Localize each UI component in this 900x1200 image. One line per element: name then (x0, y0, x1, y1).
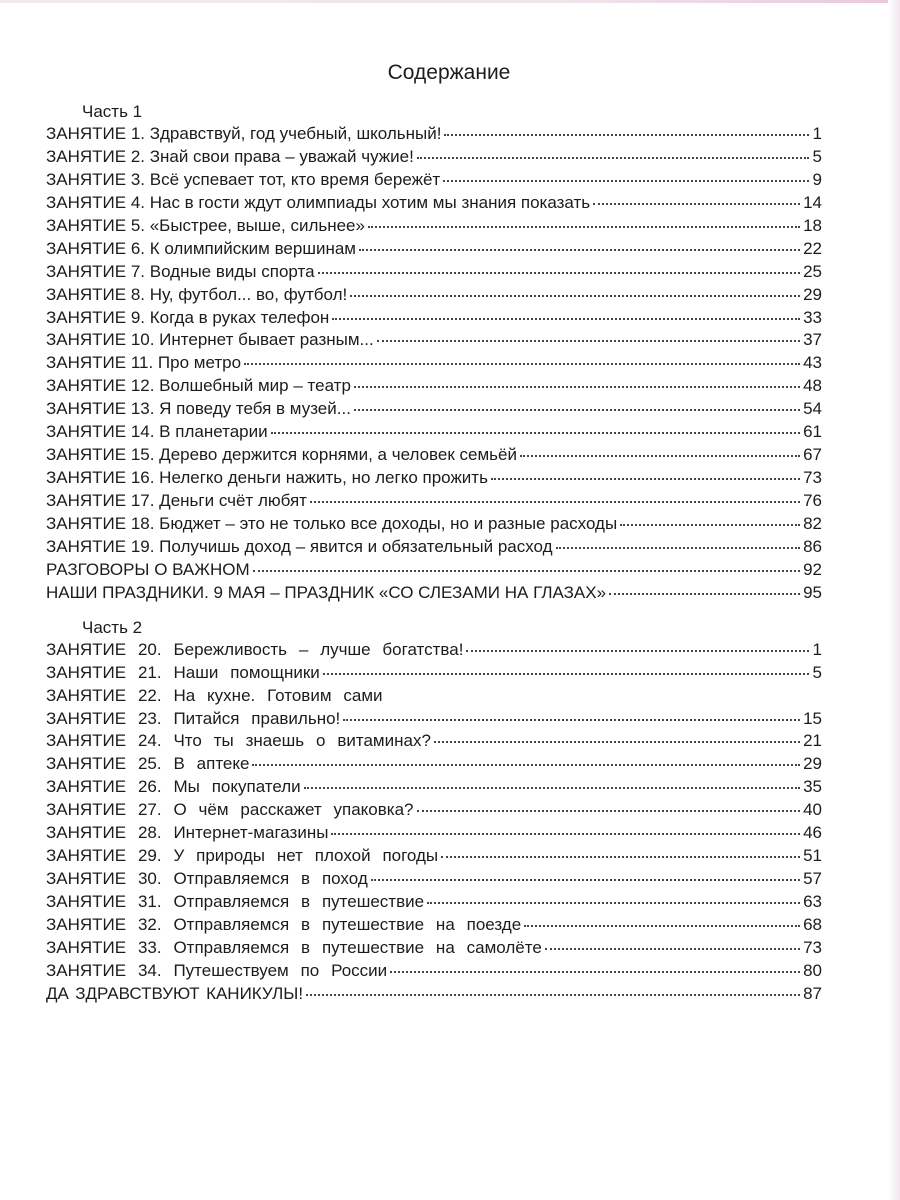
toc-entry[interactable] (46, 868, 822, 891)
toc-entry-page-number: 76 (803, 491, 822, 510)
toc-entry-page-number: 63 (803, 892, 822, 911)
toc-entry-page-number: 33 (803, 307, 822, 327)
dot-leader (427, 902, 800, 904)
toc-entry-title: ЗАНЯТИЕ 10. Интернет бывает разным... (46, 330, 374, 350)
toc-entry-title: ЗАНЯТИЕ 11. Про метро (46, 353, 242, 373)
toc-entry-page-number: 80 (803, 960, 822, 980)
toc-entry[interactable] (46, 444, 822, 467)
dot-leader (556, 547, 801, 549)
toc-entry[interactable] (46, 284, 822, 307)
toc-entry-page-number: 1 (812, 124, 822, 143)
part-2-heading: Часть 2 (82, 617, 143, 637)
toc-entry-title: ЗАНЯТИЕ 9. Когда в руках телефон (46, 307, 330, 327)
toc-entry[interactable] (46, 238, 822, 261)
toc-entry-page-number: 68 (803, 914, 822, 934)
toc-entry[interactable] (46, 261, 822, 284)
toc-entry-title: ЗАНЯТИЕ 17. Деньги счёт любят (46, 491, 307, 510)
toc-entry[interactable] (46, 639, 822, 662)
toc-entry-page-number: 1 (812, 639, 822, 659)
dot-leader (443, 180, 809, 182)
toc-entry-title: ЗАНЯТИЕ 33. Отправляемся в путешествие на самолёте (46, 937, 542, 957)
toc-entry-title: ЗАНЯТИЕ 25. В аптеке (46, 754, 250, 774)
toc-entry[interactable] (46, 490, 822, 513)
part-1-entry-list (46, 123, 822, 605)
toc-entry[interactable] (46, 730, 822, 753)
part-1-heading: Часть 1 (82, 102, 143, 121)
toc-entry-title: ЗАНЯТИЕ 23. Питайся правильно! (46, 708, 341, 728)
dot-leader (417, 810, 801, 812)
toc-entry[interactable] (46, 937, 822, 960)
dot-leader (609, 593, 800, 595)
toc-entry[interactable] (46, 753, 822, 776)
toc-entry-title: ЗАНЯТИЕ 19. Получишь доход – явится и обязательный расход (46, 536, 553, 556)
toc-entry[interactable] (46, 215, 822, 238)
toc-entry-page-number: 5 (812, 662, 822, 682)
toc-entry-title: ДА ЗДРАВСТВУЮТ КАНИКУЛЫ! (46, 983, 304, 1003)
toc-entry[interactable] (46, 513, 822, 536)
dot-leader (390, 971, 800, 973)
toc-entry[interactable] (46, 708, 822, 731)
toc-entry-title: ЗАНЯТИЕ 24. Что ты знаешь о витаминах? (46, 731, 431, 751)
dot-leader (310, 501, 800, 503)
dot-leader (466, 650, 809, 652)
dot-leader (620, 524, 800, 526)
toc-entry-page-number: 29 (803, 284, 822, 304)
toc-entry-page-number: 95 (803, 582, 822, 602)
toc-entry-title: ЗАНЯТИЕ 8. Ну, футбол... во, футбол! (46, 284, 348, 304)
toc-entry-title: ЗАНЯТИЕ 32. Отправляемся в путешествие на поезде (46, 914, 522, 934)
toc-entry-title: ЗАНЯТИЕ 22. На кухне. Готовим сами (46, 685, 383, 705)
toc-entry-page-number: 87 (803, 983, 822, 1003)
toc-entry[interactable] (46, 662, 822, 685)
dot-leader (377, 340, 800, 342)
dot-leader (354, 409, 800, 411)
toc-entry[interactable] (46, 891, 822, 914)
toc-entry[interactable] (46, 914, 822, 937)
toc-entry[interactable] (46, 799, 822, 822)
toc-entry[interactable] (46, 192, 822, 215)
dot-leader (343, 719, 800, 721)
toc-entry-page-number: 14 (803, 192, 822, 212)
toc-entry[interactable] (46, 582, 822, 605)
toc-entry-title: НАШИ ПРАЗДНИКИ. 9 МАЯ – ПРАЗДНИК «СО СЛЕЗАМИ НА ГЛАЗАХ» (46, 582, 607, 602)
toc-entry-page-number: 48 (803, 376, 822, 396)
dot-leader (444, 134, 809, 136)
toc-entry-title: ЗАНЯТИЕ 30. Отправляемся в поход (46, 869, 368, 889)
toc-entry[interactable] (46, 822, 822, 845)
dot-leader (434, 741, 800, 743)
dot-leader (371, 879, 800, 881)
toc-entry-title: ЗАНЯТИЕ 6. К олимпийским вершинам (46, 238, 356, 258)
toc-entry[interactable] (46, 123, 822, 146)
toc-entry-page-number: 73 (803, 468, 822, 488)
toc-entry[interactable] (46, 329, 822, 352)
toc-entry-page-number: 37 (803, 330, 822, 350)
toc-entry-page-number: 21 (803, 731, 822, 751)
dot-leader (520, 455, 800, 457)
toc-entry[interactable] (46, 375, 822, 398)
dot-leader (354, 386, 800, 388)
dot-leader (524, 925, 800, 927)
dot-leader (417, 157, 809, 159)
toc-entry-page-number: 43 (803, 353, 822, 373)
toc-entry-page-number: 35 (803, 777, 822, 797)
toc-entry-title: ЗАНЯТИЕ 27. О чём расскажет упаковка? (46, 800, 414, 820)
toc-entry[interactable] (46, 307, 822, 330)
toc-entry-title: ЗАНЯТИЕ 1. Здравствуй, год учебный, школьный! (46, 124, 442, 143)
toc-entry-page-number: 73 (803, 937, 822, 957)
page-top-edge (0, 0, 900, 3)
toc-entry[interactable] (46, 467, 822, 490)
toc-entry[interactable] (46, 146, 822, 169)
toc-entry-title: ЗАНЯТИЕ 4. Нас в гости ждут олимпиады хотим мы знания показать (46, 192, 591, 212)
toc-entry-page-number: 51 (803, 846, 822, 866)
toc-entry[interactable] (46, 169, 822, 192)
toc-entry-title: ЗАНЯТИЕ 18. Бюджет – это не только все доходы, но и разные расходы (46, 513, 618, 533)
toc-entry-title: ЗАНЯТИЕ 15. Дерево держится корнями, а человек семьёй (46, 445, 517, 465)
toc-entry-title: ЗАНЯТИЕ 28. Интернет-магазины (46, 823, 329, 843)
toc-entry-title: ЗАНЯТИЕ 21. Наши помощники (46, 662, 320, 682)
toc-entry-page-number: 15 (803, 708, 822, 728)
toc-entry-page-number: 54 (803, 399, 822, 419)
toc-entry[interactable] (46, 776, 822, 799)
toc-entry[interactable] (46, 421, 822, 444)
dot-leader (323, 673, 809, 675)
toc-entry-page-number: 29 (803, 754, 822, 774)
toc-entry[interactable] (46, 559, 822, 582)
dot-leader (350, 295, 800, 297)
toc-entry-page-number: 22 (803, 238, 822, 258)
toc-entry-page-number: 57 (803, 869, 822, 889)
toc-entry-page-number: 40 (803, 800, 822, 820)
dot-leader (306, 994, 800, 996)
toc-entry-title: РАЗГОВОРЫ О ВАЖНОМ (46, 559, 250, 579)
toc-entry-title: ЗАНЯТИЕ 29. У природы нет плохой погоды (46, 846, 439, 866)
page-right-edge (888, 0, 900, 1200)
toc-entry-title: ЗАНЯТИЕ 5. «Быстрее, выше, сильнее» (46, 215, 365, 235)
toc-entry-title: ЗАНЯТИЕ 13. Я поведу тебя в музей... (46, 399, 351, 419)
toc-entry[interactable] (46, 685, 822, 708)
part-2-entry-list (46, 639, 822, 1006)
toc-entry-page-number: 86 (803, 536, 822, 556)
toc-entry-title: ЗАНЯТИЕ 3. Всё успевает тот, кто время бережёт (46, 169, 441, 189)
toc-entry-title: ЗАНЯТИЕ 14. В планетарии (46, 422, 268, 442)
toc-entry-page-number: 92 (803, 559, 822, 579)
page-title: Содержание (387, 61, 511, 84)
dot-leader (332, 318, 800, 320)
toc-entry-title: ЗАНЯТИЕ 20. Бережливость – лучше богатства! (46, 639, 464, 659)
toc-entry-title: ЗАНЯТИЕ 31. Отправляемся в путешествие (46, 892, 425, 911)
toc-entry-title: ЗАНЯТИЕ 34. Путешествуем по России (46, 960, 388, 980)
dot-leader (253, 570, 800, 572)
dot-leader (244, 363, 800, 365)
dot-leader (318, 272, 801, 274)
toc-entry[interactable] (46, 845, 822, 868)
toc-entry-title: ЗАНЯТИЕ 12. Волшебный мир – театр (46, 376, 351, 396)
toc-entry[interactable] (46, 536, 822, 559)
toc-entry[interactable] (46, 960, 822, 983)
toc-entry-title: ЗАНЯТИЕ 7. Водные виды спорта (46, 261, 315, 281)
dot-leader (252, 764, 800, 766)
toc-entry[interactable] (46, 352, 822, 375)
toc-entry-page-number: 25 (803, 261, 822, 281)
dot-leader (304, 787, 800, 789)
toc-entry[interactable] (46, 983, 822, 1006)
toc-entry-page-number: 61 (803, 422, 822, 442)
toc-entry-page-number: 46 (803, 823, 822, 843)
table-of-contents (46, 58, 822, 1006)
toc-entry-title: ЗАНЯТИЕ 2. Знай свои права – уважай чужие! (46, 146, 414, 166)
dot-leader (271, 432, 800, 434)
dot-leader (368, 226, 800, 228)
dot-leader (593, 203, 800, 205)
toc-entry-page-number: 18 (803, 215, 822, 235)
toc-entry[interactable] (46, 398, 822, 421)
dot-leader (331, 833, 800, 835)
dot-leader (441, 856, 800, 858)
dot-leader (491, 478, 800, 480)
dot-leader (359, 249, 800, 251)
toc-entry-page-number: 67 (803, 445, 822, 465)
toc-entry-page-number: 5 (812, 146, 822, 166)
toc-entry-page-number: 82 (803, 513, 822, 533)
toc-entry-title: ЗАНЯТИЕ 16. Нелегко деньги нажить, но легко прожить (46, 468, 488, 488)
toc-entry-title: ЗАНЯТИЕ 26. Мы покупатели (46, 777, 301, 797)
toc-entry-page-number: 9 (812, 169, 822, 189)
dot-leader (545, 948, 800, 950)
